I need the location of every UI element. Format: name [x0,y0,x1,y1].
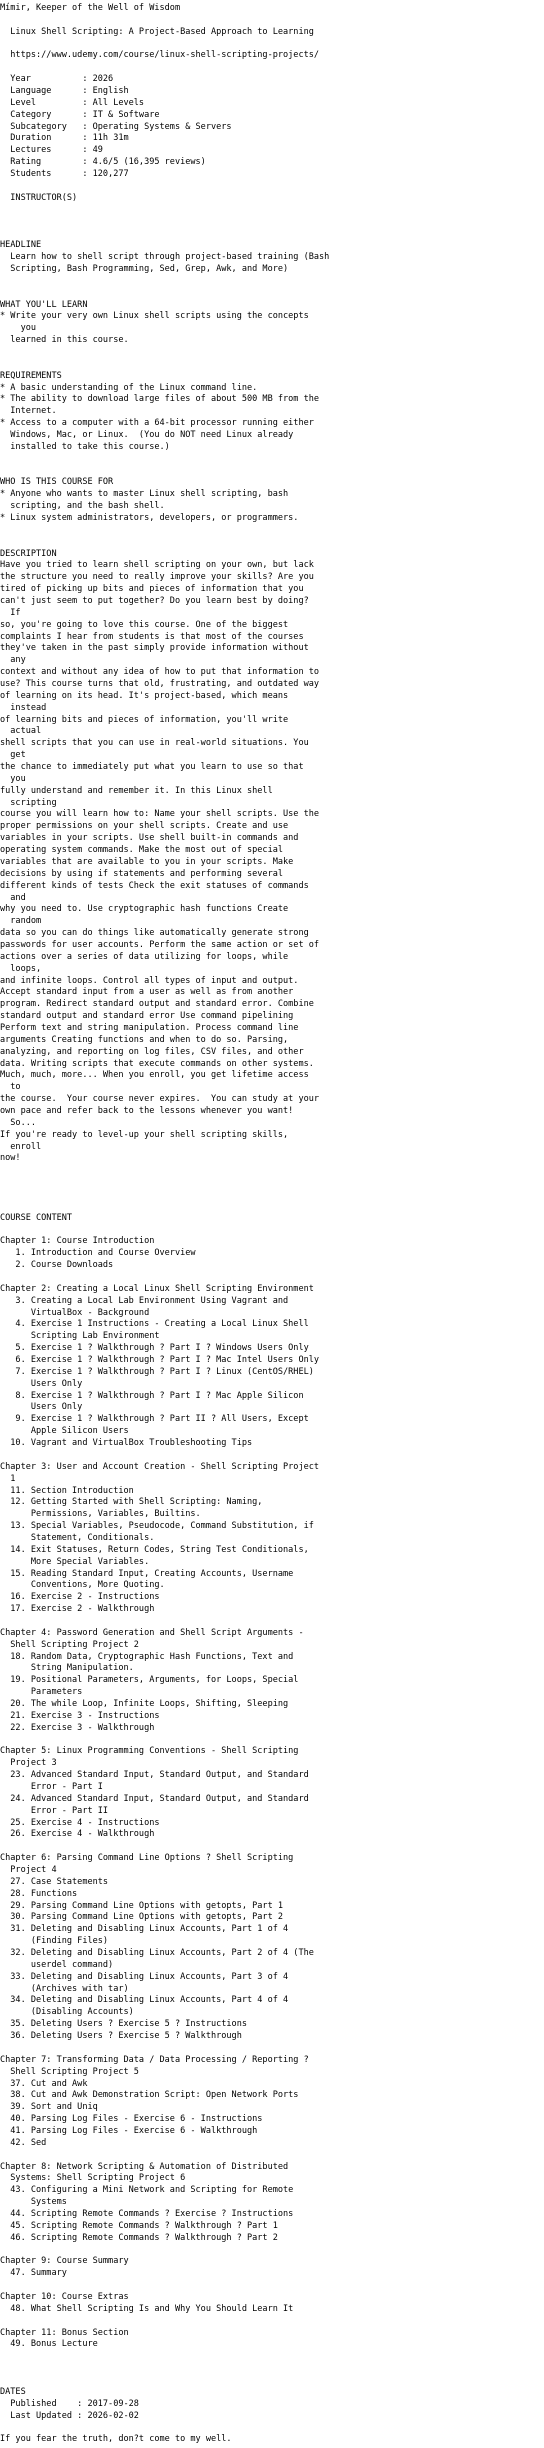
text-line: own pace and refer back to the lessons whenever you want! [0,1105,294,1116]
text-line: Parameters [0,1687,83,1698]
text-line: Project 3 [0,1758,57,1769]
text-line: Scripting, Bash Programming, Sed, Grep, Awk, and More) [0,263,289,274]
text-line: 14. Exit Statuses, Return Codes, String Test Conditionals, [0,1544,309,1555]
text-line: data. Writing scripts that execute commands on other systems. [0,1058,314,1069]
text-line: 49. Bonus Lecture [0,2339,98,2350]
text-line: Chapter 5: Linux Programming Conventions - Shell Scripting [0,1746,299,1757]
text-line: 25. Exercise 4 - Instructions [0,1817,160,1828]
text-line: random [0,916,42,927]
text-line: WHO IS THIS COURSE FOR [0,477,114,488]
text-line: any [0,655,26,666]
text-line: Statement, Conditionals. [0,1532,155,1543]
text-line: REQUIREMENTS [0,370,62,381]
text-line: 9. Exercise 1 ? Walkthrough ? Part II ? All Users, Except [0,1414,309,1425]
text-line: 44. Scripting Remote Commands ? Exercise ? Instructions [0,2208,294,2219]
text-line: Project 4 [0,1865,57,1876]
text-line: Accept standard input from a user as well as from another [0,987,294,998]
text-line: * Anyone who wants to master Linux shell scripting, bash [0,489,289,500]
text-line: If [0,607,21,618]
text-line: actual [0,726,42,737]
text-line: different kinds of tests Check the exit statuses of commands [0,880,309,891]
text-line: they've taken in the past simply provide information without [0,643,309,654]
text-line: Chapter 3: User and Account Creation - Shell Scripting Project [0,1461,320,1472]
text-line: 18. Random Data, Cryptographic Hash Functions, Text and [0,1651,294,1662]
text-line: actions over a series of data utilizing for loops, while [0,951,289,962]
text-line: the chance to immediately put what you learn to use so that [0,762,304,773]
text-line: Have you tried to learn shell scripting on your own, but lack [0,560,314,571]
text-line: 36. Deleting Users ? Exercise 5 ? Walkthrough [0,2031,242,2042]
text-line: Error - Part I [0,1782,103,1792]
text-line: Language : English [0,86,129,97]
text-line: Chapter 6: Parsing Command Line Options ? Shell Scripting [0,1853,294,1864]
text-line: * Linux system administrators, developers, or programmers. [0,512,299,523]
text-line: 17. Exercise 2 - Walkthrough [0,1604,155,1615]
text-line: 6. Exercise 1 ? Walkthrough ? Part I ? Mac Intel Users Only [0,1355,320,1366]
text-line: COURSE CONTENT [0,1212,73,1223]
text-line: 38. Cut and Awk Demonstration Script: Open Network Ports [0,2090,299,2101]
text-line: Users Only [0,1378,83,1389]
text-line: standard output and standard error Use command pipelining [0,1011,294,1022]
text-line: (Finding Files) [0,1936,109,1947]
text-line: 28. Functions [0,1888,78,1899]
text-line: Linux Shell Scripting: A Project-Based Approach to Learning [0,26,314,37]
text-line: 29. Parsing Command Line Options with getopts, Part 1 [0,1900,284,1911]
text-line: Last Updated : 2026-02-02 [0,2410,139,2421]
text-line: HEADLINE [0,240,42,251]
text-line: Perform text and string manipulation. Process command line [0,1022,299,1033]
text-line: context and without any idea of how to put that information to [0,667,320,678]
text-line: get [0,750,26,761]
text-line: so, you're going to love this course. One of the biggest [0,619,289,630]
text-line: Level : All Levels [0,97,145,108]
text-line: 5. Exercise 1 ? Walkthrough ? Part I ? Windows Users Only [0,1343,309,1354]
text-line: 13. Special Variables, Pseudocode, Command Substitution, if [0,1521,314,1532]
text-line: 30. Parsing Command Line Options with getopts, Part 2 [0,1912,284,1923]
text-line: variables in your scripts. Use shell built-in commands and [0,833,299,844]
text-line: * The ability to download large files of about 500 MB from the [0,394,320,405]
text-line: 2. Course Downloads [0,1260,114,1271]
text-line: the structure you need to really improve your skills? Are you [0,572,314,583]
text-line: Rating : 4.6/5 (16,395 reviews) [0,157,206,168]
text-line: Shell Scripting Project 2 [0,1639,139,1650]
text-line: Conventions, More Quoting. [0,1580,165,1591]
text-line: 47. Summary [0,2268,67,2279]
text-line: analyzing, and reporting on log files, CSV files, and other [0,1046,304,1057]
text-line: Windows, Mac, or Linux. (You do NOT need Linux already [0,429,294,440]
text-line: of learning bits and pieces of information, you'll write [0,714,289,725]
text-line: If you're ready to level-up your shell scripting skills, [0,1129,289,1140]
text-line: 11. Section Introduction [0,1485,134,1496]
text-line: scripting [0,797,57,808]
text-line: Chapter 7: Transforming Data / Data Processing / Reporting ? [0,2054,309,2065]
text-line: 12. Getting Started with Shell Scripting: Naming, [0,1497,263,1508]
text-line: VirtualBox - Background [0,1307,150,1318]
text-line: WHAT YOU'LL LEARN [0,299,88,310]
text-line: learned in this course. [0,335,129,346]
text-line: DATES [0,2386,26,2397]
text-line: Users Only [0,1402,83,1413]
text-line: of learning on its head. It's project-based, which means [0,690,289,701]
text-line: 34. Deleting and Disabling Linux Accounts, Part 4 of 4 [0,1995,289,2006]
text-line: 43. Configuring a Mini Network and Scripting for Remote [0,2185,294,2196]
text-line: Internet. [0,406,57,417]
text-line: Chapter 10: Course Extras [0,2291,129,2302]
text-line: 48. What Shell Scripting Is and Why You Should Learn It [0,2303,294,2314]
text-line: to [0,1082,21,1093]
text-line: tired of picking up bits and pieces of information that you [0,584,304,595]
text-line: Permissions, Variables, Builtins. [0,1509,201,1520]
text-line: 32. Deleting and Disabling Linux Accounts, Part 2 of 4 (The [0,1948,314,1959]
text-line: 31. Deleting and Disabling Linux Accounts, Part 1 of 4 [0,1924,289,1935]
text-line: If you fear the truth, don?t come to my well. [0,2434,232,2445]
text-line: 20. The while Loop, Infinite Loops, Shifting, Sleeping [0,1698,289,1709]
text-line: 45. Scripting Remote Commands ? Walkthrough ? Part 1 [0,2220,278,2231]
text-line: Published : 2017-09-28 [0,2398,139,2409]
text-line: Subcategory : Operating Systems & Servers [0,121,232,132]
text-line: INSTRUCTOR(S) [0,192,78,203]
text-line: Learn how to shell script through project-based training (Bash [0,252,330,263]
text-line: variables that are available to you in your scripts. Make [0,856,294,867]
text-line: (Disabling Accounts) [0,2007,134,2018]
text-line: why you need to. Use cryptographic hash functions Create [0,904,289,915]
text-line: passwords for user accounts. Perform the same action or set of [0,939,320,950]
text-line: Systems [0,2197,67,2208]
text-line: arguments Creating functions and when to do so. Parsing, [0,1034,289,1045]
text-line: Category : IT & Software [0,109,160,120]
text-line: and [0,892,26,903]
text-line: Shell Scripting Project 5 [0,2066,139,2077]
text-line: Lectures : 49 [0,145,103,156]
text-line: you [0,773,26,784]
text-line: 15. Reading Standard Input, Creating Accounts, Username [0,1568,294,1579]
text-line: Chapter 2: Creating a Local Linux Shell Scripting Environment [0,1283,314,1294]
text-line: Systems: Shell Scripting Project 6 [0,2173,186,2184]
text-line: Much, much, more... When you enroll, you get lifetime access [0,1070,309,1081]
text-line: * A basic understanding of the Linux command line. [0,382,258,393]
text-line: Chapter 9: Course Summary [0,2256,129,2267]
text-line: 35. Deleting Users ? Exercise 5 ? Instructions [0,2019,247,2030]
text-line: use? This course turns that old, frustrating, and outdated way [0,679,320,690]
text-line: Chapter 11: Bonus Section [0,2327,129,2338]
text-line: 46. Scripting Remote Commands ? Walkthrough ? Part 2 [0,2232,278,2243]
text-line: scripting, and the bash shell. [0,501,165,512]
text-line: Chapter 4: Password Generation and Shell Script Arguments - [0,1627,304,1638]
text-line: Chapter 1: Course Introduction [0,1236,155,1247]
text-line: 1 [0,1473,16,1484]
text-line: Scripting Lab Environment [0,1331,160,1342]
text-line: 7. Exercise 1 ? Walkthrough ? Part I ? Linux (CentOS/RHEL) [0,1366,314,1377]
text-line: loops, [0,963,42,974]
text-line: 24. Advanced Standard Input, Standard Output, and Standard [0,1793,309,1804]
text-line: installed to take this course.) [0,441,170,452]
text-line: course you will learn how to: Name your shell scripts. Use the [0,809,320,820]
text-line: fully understand and remember it. In this Linux shell [0,785,273,796]
text-line: * Access to a computer with a 64-bit processor running either [0,418,314,429]
text-line: decisions by using if statements and performing several [0,868,284,879]
text-line: 41. Parsing Log Files - Exercise 6 - Walkthrough [0,2125,258,2136]
text-line: 3. Creating a Local Lab Environment Using Vagrant and [0,1295,289,1306]
text-line: operating system commands. Make the most out of special [0,845,284,856]
text-line: shell scripts that you can use in real-world situations. You [0,738,309,749]
text-line: String Manipulation. [0,1663,134,1674]
text-line: the course. Your course never expires. You can study at your [0,1094,320,1105]
text-line: program. Redirect standard output and standard error. Combine [0,999,314,1010]
text-line: 10. Vagrant and VirtualBox Troubleshooting Tips [0,1438,253,1449]
text-line: Duration : 11h 31m [0,133,129,144]
text-line: proper permissions on your shell scripts. Create and use [0,821,289,832]
text-line: Chapter 8: Network Scripting & Automation of Distributed [0,2161,289,2172]
text-line: (Archives with tar) [0,1983,129,1994]
text-line: * Write your very own Linux shell scripts using the concepts [0,311,309,322]
text-line: 1. Introduction and Course Overview [0,1248,196,1259]
text-line: complaints I hear from students is that most of the courses [0,631,304,642]
text-line: 27. Case Statements [0,1876,109,1887]
text-line: 19. Positional Parameters, Arguments, for Loops, Special [0,1675,299,1686]
text-line: So... [0,1117,37,1128]
text-line: 40. Parsing Log Files - Exercise 6 - Instructions [0,2114,263,2125]
text-line: enroll [0,1141,42,1152]
text-line: userdel command) [0,1959,114,1970]
text-line: 21. Exercise 3 - Instructions [0,1710,160,1721]
text-line: 16. Exercise 2 - Instructions [0,1592,160,1603]
text-line: can't just seem to put together? Do you learn best by doing? [0,596,309,606]
text-line: you [0,323,37,334]
text-line: https://www.udemy.com/course/linux-shell-scripting-projects/ [0,50,320,61]
text-line: More Special Variables. [0,1556,150,1567]
text-line: instead [0,702,47,713]
text-line: 39. Sort and Uniq [0,2102,98,2113]
text-line: Students : 120,277 [0,169,129,180]
text-line: 8. Exercise 1 ? Walkthrough ? Part I ? Mac Apple Silicon [0,1390,304,1401]
text-line: Year : 2026 [0,74,114,85]
text-line: 37. Cut and Awk [0,2078,88,2089]
text-line: Error - Part II [0,1805,109,1816]
text-line: 22. Exercise 3 - Walkthrough [0,1722,155,1733]
text-line: 33. Deleting and Disabling Linux Accounts, Part 3 of 4 [0,1971,289,1982]
text-line: DESCRIPTION [0,548,57,559]
text-line: data so you can do things like automatically generate strong [0,928,309,939]
text-line: Mímir, Keeper of the Well of Wisdom [0,3,181,13]
text-line: 42. Sed [0,2137,47,2148]
text-line: 26. Exercise 4 - Walkthrough [0,1829,155,1840]
text-line: now! [0,1153,21,1164]
text-line: and infinite loops. Control all types of input and output. [0,975,299,986]
text-line: 23. Advanced Standard Input, Standard Output, and Standard [0,1770,309,1781]
text-line: 4. Exercise 1 Instructions - Creating a Local Linux Shell [0,1319,309,1330]
text-line: Apple Silicon Users [0,1426,129,1437]
